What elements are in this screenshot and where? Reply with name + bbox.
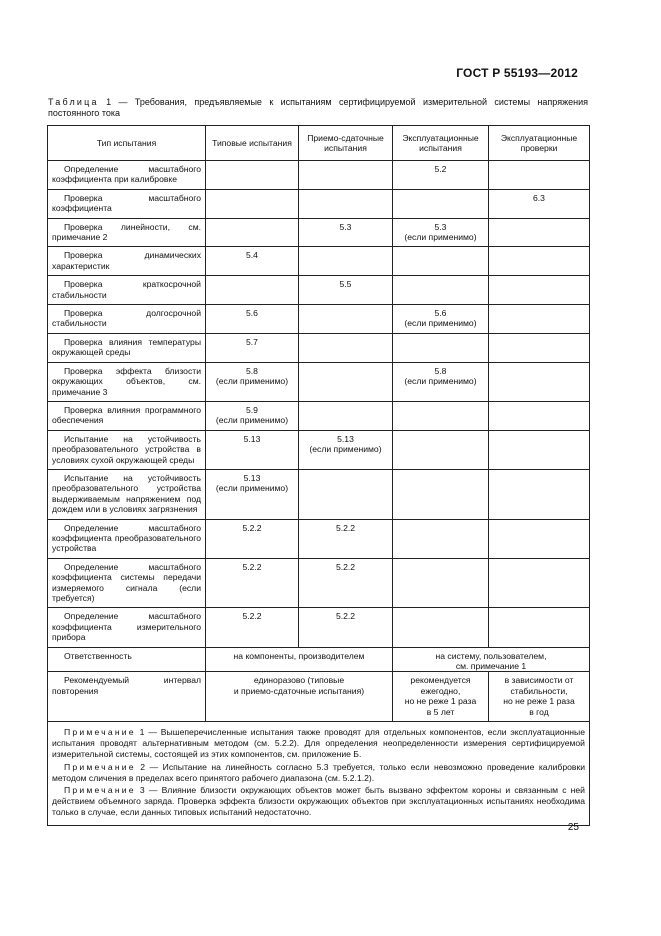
value-cell <box>299 305 393 334</box>
test-type-cell: Испытание на устойчивость преобразовательного устройства выдерживаемым напряжением под дождем или в условиях загрязнения <box>48 469 206 519</box>
col-header-type-tests: Типовые испытания <box>206 126 299 161</box>
value-cell: 5.13 (если применимо) <box>206 469 299 519</box>
interval-checks: в зависимости от стабильности, но не реже 1 раза в год <box>489 672 590 722</box>
value-cell <box>489 519 590 558</box>
caption-label: Таблица <box>48 97 99 107</box>
value-cell: 5.2.2 <box>206 519 299 558</box>
table-row <box>48 558 590 608</box>
note-2: Примечание 2 — Испытание на линейность согласно 5.3 требуется, только если невозможно проведение калибровки методом сличения в пределах всего принятого рабочего диапазона (см. 5.2.1.2). <box>52 761 585 783</box>
table-row <box>48 305 590 334</box>
value-cell <box>489 558 590 608</box>
value-cell <box>393 189 489 218</box>
table-body <box>48 161 590 826</box>
value-cell <box>299 469 393 519</box>
requirements-table <box>47 125 590 826</box>
test-type-cell: Проверка влияния температуры окружающей среды <box>48 333 206 362</box>
value-cell <box>299 401 393 430</box>
value-cell <box>206 161 299 190</box>
value-cell <box>489 305 590 334</box>
table-header-row <box>48 126 590 161</box>
interval-row <box>48 672 590 722</box>
value-cell <box>489 247 590 276</box>
value-cell <box>393 430 489 469</box>
value-cell <box>489 401 590 430</box>
value-cell <box>489 333 590 362</box>
value-cell: 5.13 <box>206 430 299 469</box>
value-cell <box>489 362 590 401</box>
test-type-cell: Проверка динамических характеристик <box>48 247 206 276</box>
col-header-operational-tests: Эксплуатационные испытания <box>393 126 489 161</box>
col-header-acceptance-tests: Приемо-сдаточные испытания <box>299 126 393 161</box>
value-cell <box>393 333 489 362</box>
test-type-cell: Определение масштабного коэффициента преобразовательного устройства <box>48 519 206 558</box>
value-cell: 5.2.2 <box>299 519 393 558</box>
table-row <box>48 430 590 469</box>
test-type-cell: Определение масштабного коэффициента при калибровке <box>48 161 206 190</box>
notes-cell <box>48 722 590 826</box>
value-cell <box>206 189 299 218</box>
table-caption <box>48 97 588 119</box>
table-row <box>48 333 590 362</box>
value-cell: 5.6 (если применимо) <box>393 305 489 334</box>
interval-type-acceptance: единоразово (типовые и приемо-сдаточные испытания) <box>206 672 393 722</box>
col-header-operational-checks: Эксплуатационные проверки <box>489 126 590 161</box>
value-cell <box>393 608 489 647</box>
value-cell <box>489 469 590 519</box>
value-cell <box>489 430 590 469</box>
value-cell <box>393 558 489 608</box>
value-cell: 5.2.2 <box>299 608 393 647</box>
value-cell: 5.3 (если применимо) <box>393 218 489 247</box>
value-cell <box>489 161 590 190</box>
test-type-cell: Испытание на устойчивость преобразовательного устройства в условиях сухой окружающей среды <box>48 430 206 469</box>
value-cell: 5.5 <box>299 276 393 305</box>
responsibility-user: на систему, пользователем, см. примечание 1 <box>393 647 590 672</box>
test-type-cell: Проверка эффекта близости окружающих объектов, см. примечание 3 <box>48 362 206 401</box>
value-cell <box>299 362 393 401</box>
value-cell: 5.7 <box>206 333 299 362</box>
standard-header: ГОСТ Р 55193—2012 <box>456 66 578 80</box>
interval-operational: рекомендуется ежегодно, но не реже 1 раза в 5 лет <box>393 672 489 722</box>
caption-text: 1 — Требования, предъявляемые к испытаниям сертифицируемой измерительной системы напряжения постоянного тока <box>48 97 588 118</box>
value-cell: 5.2.2 <box>299 558 393 608</box>
interval-label: Рекомендуемый интервал повторения <box>48 672 206 722</box>
test-type-cell: Определение масштабного коэффициента системы передачи измеряемого сигнала (если требуется) <box>48 558 206 608</box>
value-cell <box>206 276 299 305</box>
table-row <box>48 276 590 305</box>
value-cell: 5.13 (если применимо) <box>299 430 393 469</box>
value-cell <box>489 218 590 247</box>
test-type-cell: Проверка линейности, см. примечание 2 <box>48 218 206 247</box>
col-header-test-type: Тип испытания <box>48 126 206 161</box>
value-cell <box>393 469 489 519</box>
value-cell <box>299 247 393 276</box>
value-cell: 5.6 <box>206 305 299 334</box>
test-type-cell: Определение масштабного коэффициента измерительного прибора <box>48 608 206 647</box>
value-cell: 5.9 (если применимо) <box>206 401 299 430</box>
value-cell <box>299 189 393 218</box>
page-number: 25 <box>567 822 579 833</box>
table-row <box>48 469 590 519</box>
table-row <box>48 161 590 190</box>
table-row <box>48 189 590 218</box>
test-type-cell: Проверка масштабного коэффициента <box>48 189 206 218</box>
table-row <box>48 608 590 647</box>
notes-row <box>48 722 590 826</box>
value-cell <box>489 608 590 647</box>
table-row <box>48 519 590 558</box>
value-cell <box>393 519 489 558</box>
value-cell <box>299 161 393 190</box>
value-cell: 5.2.2 <box>206 558 299 608</box>
responsibility-label: Ответственность <box>48 647 206 672</box>
value-cell: 5.2.2 <box>206 608 299 647</box>
value-cell <box>393 276 489 305</box>
responsibility-row <box>48 647 590 672</box>
value-cell: 5.8 (если применимо) <box>393 362 489 401</box>
table-row <box>48 218 590 247</box>
value-cell: 5.4 <box>206 247 299 276</box>
test-type-cell: Проверка краткосрочной стабильности <box>48 276 206 305</box>
test-type-cell: Проверка долгосрочной стабильности <box>48 305 206 334</box>
value-cell <box>299 333 393 362</box>
responsibility-producer: на компоненты, производителем <box>206 647 393 672</box>
value-cell: 5.2 <box>393 161 489 190</box>
value-cell: 6.3 <box>489 189 590 218</box>
value-cell <box>393 401 489 430</box>
value-cell <box>489 276 590 305</box>
value-cell <box>393 247 489 276</box>
note-3: Примечание 3 — Влияние близости окружающих объектов может быть вызвано эффектом короны и связанным с ней действием объемного заряда. Проверка эффекта близости окружающих объектов при эксплуатационных испытаниях необходима только в случае, если данных типовых испытаний недостаточно. <box>52 785 585 818</box>
value-cell <box>206 218 299 247</box>
table-row <box>48 247 590 276</box>
table-row <box>48 362 590 401</box>
note-1: Примечание 1 — Вышеперечисленные испытания также проводят для отдельных компонентов, если эксплуатационные испытания проводят альтернативным методом (см. 5.2.2). Для определения неопределенности измерения сертифицируемой измерительной системы, состоящей из этих компонентов, см. приложение Б. <box>52 727 585 760</box>
test-type-cell: Проверка влияния программного обеспечения <box>48 401 206 430</box>
value-cell: 5.3 <box>299 218 393 247</box>
value-cell: 5.8 (если применимо) <box>206 362 299 401</box>
table-row <box>48 401 590 430</box>
